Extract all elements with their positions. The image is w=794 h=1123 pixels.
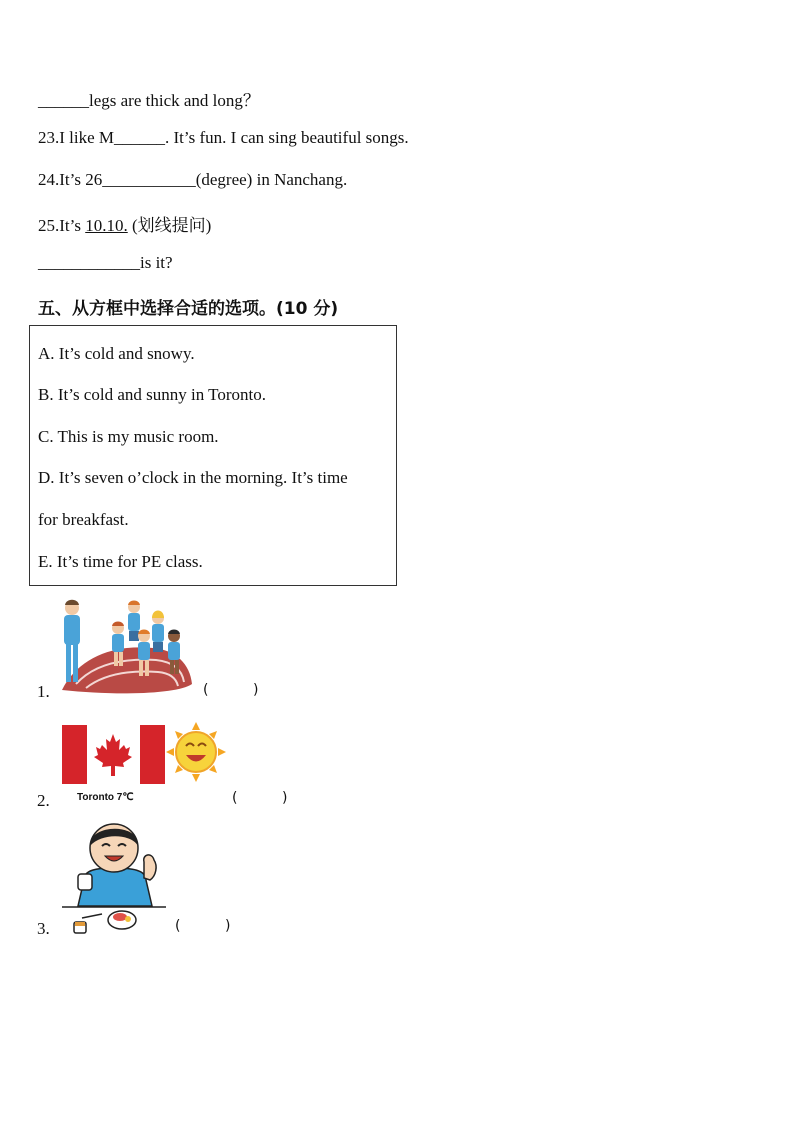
question-23: 23.I like M______. It’s fun. I can sing beautiful songs.: [38, 128, 409, 147]
line-text: legs are thick and long？: [89, 91, 260, 110]
question-number: 3.: [37, 919, 50, 938]
answer-blank: ______: [38, 91, 89, 110]
question-22-answer-line: [38, 86, 260, 111]
option-e: E. It’s time for PE class.: [38, 552, 203, 571]
option-b: B. It’s cold and sunny in Toronto.: [38, 385, 266, 404]
option-d-continued: for breakfast.: [38, 510, 129, 529]
option-a: A. It’s cold and snowy.: [38, 344, 195, 363]
question-number: 1.: [37, 682, 50, 701]
question-25-answer-line: [38, 253, 173, 273]
options-box: [29, 325, 397, 586]
answer-parentheses[interactable]: ( ): [232, 790, 288, 806]
section-title: 五、从方框中选择合适的选项。(10 分): [38, 299, 339, 319]
pe-class-track-icon: [58, 598, 196, 698]
line-text: is it?: [140, 253, 173, 272]
option-c: C. This is my music room.: [38, 427, 219, 446]
question-24: 24.It’s 26___________(degree) in Nanchang.: [38, 170, 348, 189]
answer-parentheses[interactable]: ( ): [175, 918, 231, 934]
question-number: 2.: [37, 791, 50, 810]
q25-suffix: (划线提问): [127, 216, 212, 235]
canada-flag-sun-icon: [60, 720, 226, 788]
option-d: D. It’s seven o’clock in the morning. It’s time: [38, 468, 348, 487]
answer-blank: ____________: [38, 253, 140, 272]
q25-prefix: 25.It’s: [38, 216, 86, 235]
city-temperature-caption: Toronto 7℃: [77, 792, 134, 803]
q25-underlined: 10.10.: [85, 216, 128, 235]
answer-parentheses[interactable]: ( ): [203, 682, 259, 698]
boy-breakfast-icon: [62, 818, 170, 936]
question-25: [38, 211, 211, 236]
